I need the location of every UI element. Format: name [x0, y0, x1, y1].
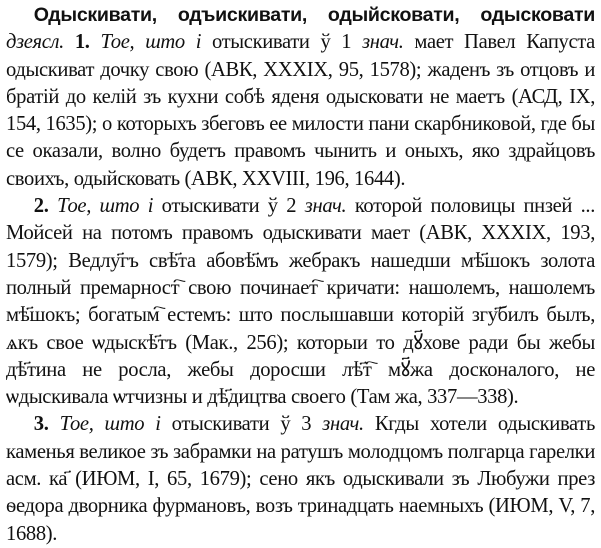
entry-sense-3 [6, 411, 595, 547]
sense-number: 2. [33, 195, 49, 218]
sense-gloss: Тое, што і [100, 31, 202, 54]
sense-text: Кгды хотели одыскивать каменья великое зъ забрамки на ратушъ молодцомъ полгарца гарелки асм. ка҃ (ИЮМ, I, 65, 1679); сено якъ одыскивали зъ Любужи през ѳедора дворника фурмановъ, возъ тринадцать наемныхъ (ИЮМ, V, 7, 1688). [6, 413, 595, 545]
reference-prep: ў 3 [280, 413, 312, 436]
reference-label: знач. [304, 195, 347, 218]
reference-label: знач. [322, 413, 364, 436]
reference-prep: ў 2 [267, 195, 297, 218]
entry-sense-2 [6, 193, 595, 411]
sense-gloss: Тое, што і [59, 413, 161, 436]
sense-number: 1. [74, 31, 90, 54]
reference-prep: ў 1 [320, 31, 352, 54]
reference-word: отыскивати [161, 195, 260, 218]
part-of-speech: дзеясл. [6, 31, 64, 54]
reference-word: отыскивати [171, 413, 270, 436]
sense-gloss: Тое, што і [57, 195, 154, 218]
sense-text: которой половицы пнзей ... Мойсей на потомъ правомъ одыскивати мает (АВК, XXXIX, 193, 1579); Ведлу҃гъ свѣ҃та абовѣ҃мъ жебракъ нашедши мѣ҃шокъ золота полный премарност҇ свою починает҇ кричати: нашолемъ, нашолемъ мѣ҃шокъ; богатым҇ естемъ: што послышавши которій згу҃билъ былъ, ѧкъ свое ѡдыскѣ҃тъ (Мак., 256); которыи то дꙋ҃хове ради бы жебы дѣ҃тина не росла, жебы доросши лѣ҃т҇ мꙋ҃жа досконалого, не ѡдыскивала ѡтчизны и дѣ҃дицтва своего (Там жа, 337—338). [6, 195, 596, 409]
entry-sense-1 [6, 2, 595, 193]
sense-number: 3. [33, 413, 49, 436]
reference-word: отыскивати [211, 31, 310, 54]
reference-label: знач. [362, 31, 404, 54]
sense-text: мает Павел Капуста одыскиват дочку свою (АВК, XXXIX, 95, 1578); жаденъ зъ отцовъ и братій до келій зъ кухни собѣ яденя одысковати не маетъ (АСД, IX, 154, 1635); о которыхъ збеговъ ее милости пани скарбниковой, где бы се оказали, волно будетъ правомъ чынить и оныхъ, яко здрайцовъ своихъ, одыйсковать (АВК, XXVIII, 196, 1644). [6, 31, 595, 190]
headword: Одыскивати, одъискивати, одыйсковати, одысковати [33, 4, 595, 26]
